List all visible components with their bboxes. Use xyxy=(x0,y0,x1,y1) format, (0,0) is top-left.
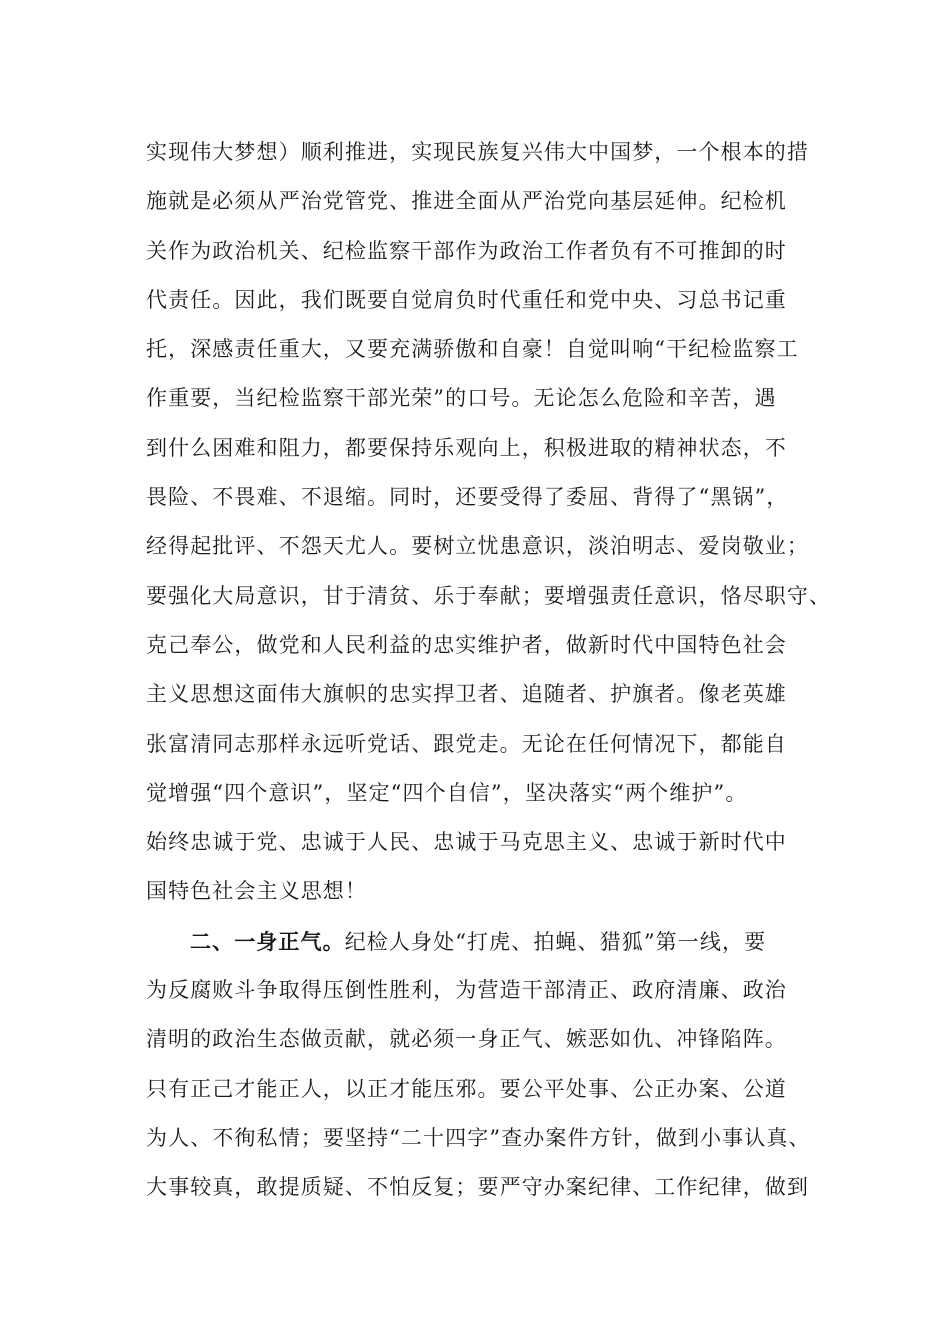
section-2-first-line xyxy=(146,917,826,966)
text-line: 国特色社会主义思想！ xyxy=(146,879,367,904)
text-line: 为人、不徇私情；要坚持“二十四字”查办案件方针，做到小事认真、 xyxy=(146,1125,811,1150)
text-line: 为反腐败斗争取得压倒性胜利，为营造干部清正、政府清廉、政治 xyxy=(146,978,787,1003)
text-line: 经得起批评、不怨天尤人。要树立忧患意识，淡泊明志、爱岗敬业； xyxy=(146,534,809,559)
text-line: 要强化大局意识，甘于清贫、乐于奉献；要增强责任意识，恪尽职守、 xyxy=(146,583,832,608)
text-line: 主义思想这面伟大旗帜的忠实捍卫者、追随者、护旗者。像老英雄 xyxy=(146,682,787,707)
text-line: 克己奉公，做党和人民利益的忠实维护者，做新时代中国特色社会 xyxy=(146,632,787,657)
text-line: 实现伟大梦想）顺利推进，实现民族复兴伟大中国梦，一个根本的措 xyxy=(146,140,809,164)
section-2-first-line-text: 纪检人身处“打虎、拍蝇、猎狐”第一线，要 xyxy=(344,929,767,954)
text-line: 作重要，当纪检监察干部光荣”的口号。无论怎么危险和辛苦，遇 xyxy=(146,386,777,411)
text-line: 觉增强“四个意识”，坚定“四个自信”，坚决落实“两个维护”。 xyxy=(146,780,748,805)
text-line: 清明的政治生态做贡献，就必须一身正气、嫉恶如仇、冲锋陷阵。 xyxy=(146,1027,787,1052)
text-line: 大事较真，敢提质疑、不怕反复；要严守办案纪律、工作纪律，做到 xyxy=(146,1175,809,1200)
text-line: 代责任。因此，我们既要自觉肩负时代重任和党中央、习总书记重 xyxy=(146,287,787,312)
paragraph-2 xyxy=(146,917,826,1213)
text-line: 关作为政治机关、纪检监察干部作为政治工作者负有不可推卸的时 xyxy=(146,238,787,263)
text-line: 畏险、不畏难、不退缩。同时，还要受得了委屈、背得了“黑锅”， xyxy=(146,485,789,510)
text-line: 张富清同志那样永远听党话、跟党走。无论在任何情况下，都能自 xyxy=(146,731,787,756)
text-line: 只有正己才能正人，以正才能压邪。要公平处事、公正办案、公道 xyxy=(146,1076,787,1101)
text-line: 始终忠诚于党、忠诚于人民、忠诚于马克思主义、忠诚于新时代中 xyxy=(146,830,787,855)
text-line: 到什么困难和阻力，都要保持乐观向上，积极进取的精神状态，不 xyxy=(146,435,787,460)
body-text xyxy=(146,128,832,1213)
section-2-heading: 二、一身正气。 xyxy=(190,928,345,954)
text-line: 托，深感责任重大，又要充满骄傲和自豪！自觉叫响“干纪检监察工 xyxy=(146,337,799,362)
paragraph-1 xyxy=(146,128,832,917)
text-line: 施就是必须从严治党管党、推进全面从严治党向基层延伸。纪检机 xyxy=(146,189,787,214)
